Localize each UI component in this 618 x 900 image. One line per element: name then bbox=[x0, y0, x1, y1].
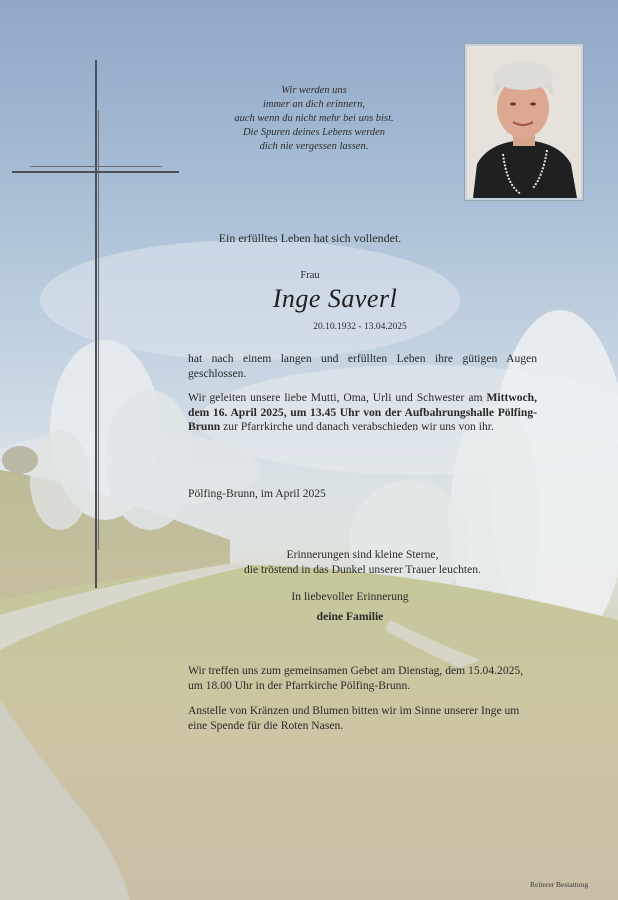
poem-line: immer an dich erinnern, bbox=[262, 99, 366, 110]
quote-line: Erinnerungen sind kleine Sterne, bbox=[286, 548, 439, 561]
cross-inner-beam bbox=[30, 166, 162, 167]
paragraph-prayer: Wir treffen uns zum gemeinsamen Gebet am Dienstag, dem 15.04.2025, um 18.00 Uhr in der Pfarrkirche Pölfing-Brunn. bbox=[188, 664, 524, 692]
life-dates: 20.10.1932 - 13.04.2025 bbox=[313, 322, 407, 332]
quote-line: die tröstend in das Dunkel unserer Trauer leuchten. bbox=[244, 562, 481, 576]
cross-beam bbox=[12, 171, 179, 173]
memory-line: In liebevoller Erinnerung bbox=[291, 590, 409, 603]
funeral-tail: zur Pfarrkirche und danach verabschieden wir uns von ihr. bbox=[223, 420, 494, 433]
poem-line: Wir werden uns bbox=[281, 85, 347, 96]
portrait-image bbox=[467, 46, 581, 198]
funeral-home-credit: Reiterer Bestattung bbox=[530, 880, 589, 889]
place-date: Pölfing-Brunn, im April 2025 bbox=[188, 487, 326, 500]
cross-inner-line bbox=[98, 110, 99, 550]
family-signature: deine Familie bbox=[316, 610, 384, 623]
quote bbox=[180, 548, 545, 577]
funeral-details: Mittwoch, dem 16. April 2025, um 13.45 Uhr von der Aufbahrungshalle Pölfing-Brunn bbox=[188, 391, 537, 433]
intro-text: Ein erfülltes Leben hat sich vollendet. bbox=[218, 231, 402, 245]
poem-line: auch wenn du nicht mehr bei uns bist. bbox=[234, 113, 394, 124]
paragraph-passing: hat nach einem langen und erfüllten Leben ihre gütigen Augen geschlossen. bbox=[188, 352, 537, 380]
paragraph-funeral bbox=[188, 391, 537, 435]
salutation: Frau bbox=[300, 270, 320, 281]
cross-icon bbox=[95, 60, 97, 588]
poem bbox=[200, 84, 428, 154]
funeral-lead: Wir geleiten unsere liebe Mutti, Oma, Urli und Schwester am bbox=[188, 391, 483, 404]
paragraph-donation: Anstelle von Kränzen und Blumen bitten wir im Sinne unserer Inge um eine Spende für die Roten Nasen. bbox=[188, 704, 520, 732]
portrait-photo bbox=[465, 44, 583, 200]
poem-line: dich nie vergessen lassen. bbox=[259, 141, 369, 152]
poem-line: Die Spuren deines Lebens werden bbox=[242, 127, 386, 138]
deceased-name: Inge Saverl bbox=[272, 284, 398, 313]
